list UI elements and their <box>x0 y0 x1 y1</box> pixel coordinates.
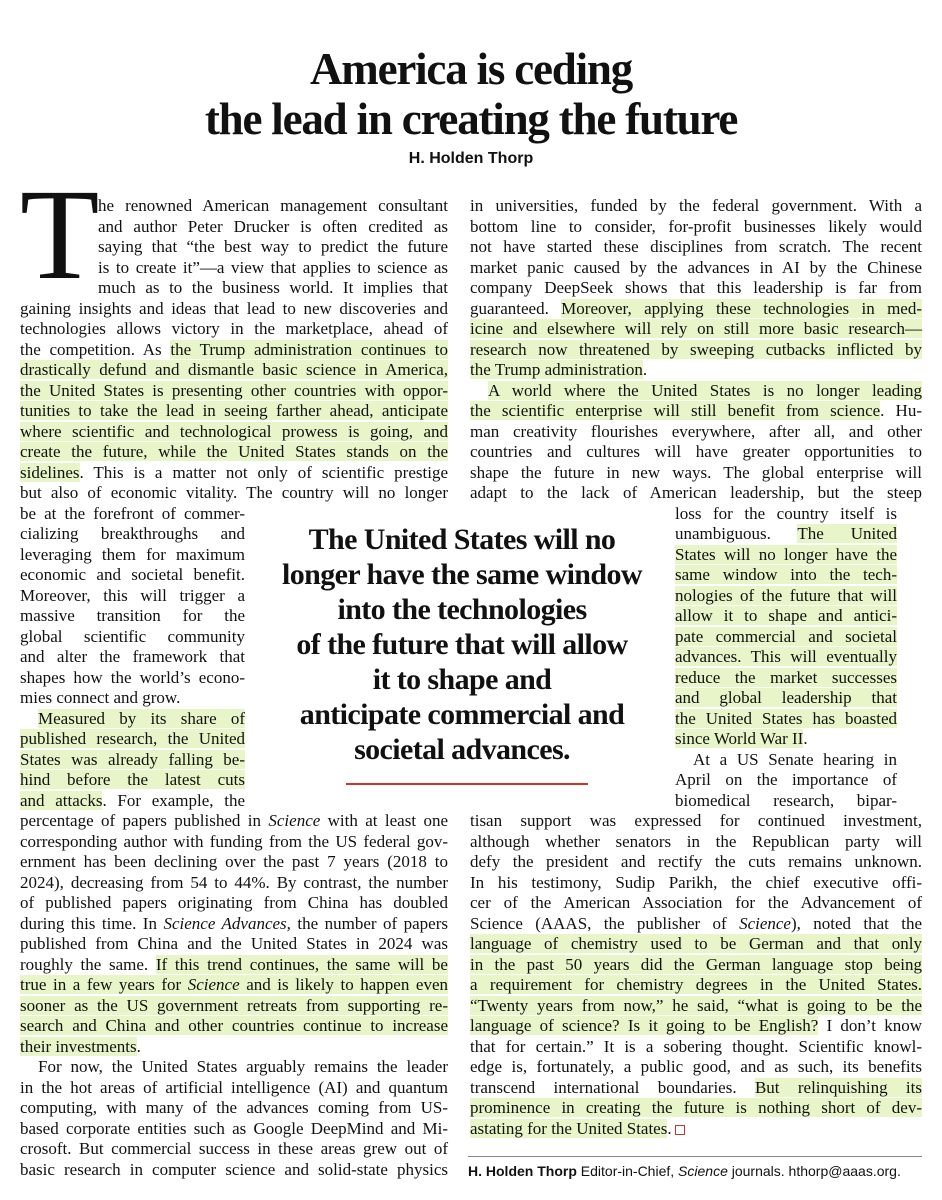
text-line <box>675 627 897 648</box>
highlighted-text: States was already falling be- <box>20 749 245 769</box>
highlighted-text: nologies of the future that will <box>675 585 897 605</box>
text-line: bottom line to consider, for-profit businesses likely would <box>470 216 922 236</box>
text-line: is to create it”—a view that applies to science as <box>98 257 448 277</box>
highlighted-text: language of chemistry used to be German and that only <box>470 934 922 953</box>
text-line: mies connect and grow. <box>20 688 181 707</box>
italic-text: Science <box>739 913 791 933</box>
pull-quote-line: into the technologies <box>337 593 587 626</box>
text-line: countries and cultures will have greater opportunities to <box>470 442 922 461</box>
text-line <box>470 381 922 402</box>
text-line: company DeepSeek shows that this leadership is far from <box>470 278 922 297</box>
text-line: April on the importance of <box>675 770 897 789</box>
highlighted-text: If this trend continues, the same will be <box>155 954 448 974</box>
text-line <box>675 565 897 586</box>
text-line <box>470 975 922 996</box>
text-line <box>675 545 897 566</box>
text-line: crosoft. But commercial success in these areas grew out of <box>20 1139 448 1158</box>
highlighted-text: allow it to shape and antici- <box>675 606 897 625</box>
highlighted-text: drastically defund and dismantle basic science in America, <box>20 360 448 379</box>
highlighted-text: language of science? Is it going to be English? <box>470 1016 819 1035</box>
highlighted-text: prominence in creating the future is nothing short of dev- <box>470 1098 922 1117</box>
text-line: massive transition for the <box>20 606 245 625</box>
highlighted-text: same window into the tech- <box>675 565 897 584</box>
text-line <box>470 340 922 361</box>
italic-text: Science Advances, <box>163 913 291 933</box>
text-line: leveraging them for maximum <box>20 544 245 564</box>
italic-text: Science <box>268 811 321 830</box>
text-line <box>675 709 897 730</box>
text-line: but also of economic vitality. The country will no longer <box>20 483 448 502</box>
highlighted-text: the Trump administration continues to <box>170 339 449 359</box>
text-line <box>675 647 897 668</box>
highlighted-text: and attacks <box>20 790 103 810</box>
text-line <box>470 934 922 955</box>
text-line: For now, the United States arguably remains the leader <box>38 1057 448 1076</box>
text-line: cer of the American Association for the Advancement of <box>470 893 922 912</box>
highlighted-text: the Trump administration <box>470 360 643 379</box>
highlighted-text: reduce the market successes <box>675 667 897 687</box>
pull-quote-line: of the future that will allow <box>296 628 628 661</box>
text-line: In his testimony, Sudip Parikh, the chief executive offi- <box>470 872 922 892</box>
text-line: corresponding author with funding from the US federal gov- <box>20 831 448 851</box>
pull-quote-line: societal advances. <box>354 733 570 766</box>
text-line <box>675 586 897 607</box>
highlighted-text: advances. This will eventually <box>675 647 897 666</box>
text-line: shapes how the world’s econo- <box>20 667 245 687</box>
highlighted-text: a requirement for chemistry degrees in the United States. <box>470 975 922 994</box>
text-line: not have started these disciplines from scratch. The recent <box>470 237 922 256</box>
text-line: computing, with many of the advances coming from US- <box>20 1098 448 1117</box>
footer-divider <box>468 1156 922 1157</box>
text-line: cializing breakthroughs and <box>20 524 245 543</box>
text-line: shape the future in new ways. The global enterprise will <box>470 462 922 482</box>
text-line: roughly the same. If this trend continues, the same will be <box>20 954 448 974</box>
text-line: basic research in computer science and solid-state physics <box>20 1159 448 1179</box>
highlighted-text: The United <box>797 524 897 543</box>
text-line: the competition. As the Trump administration continues to <box>20 339 449 359</box>
text-line: that for certain.” It is a sobering thought. Scientific knowl- <box>470 1036 922 1056</box>
pull-quote <box>262 522 662 767</box>
text-line: economic and societal benefit. <box>20 565 245 584</box>
highlighted-text: the United States has boasted <box>675 708 897 728</box>
highlighted-text: “Twenty years from now,” he said, “what is going to be the <box>470 995 922 1015</box>
drop-cap: T <box>20 163 100 307</box>
text-line: technologies allows victory in the marketplace, ahead of <box>20 319 448 338</box>
highlighted-text: Moreover, applying these technologies in med- <box>561 298 922 318</box>
text-line: Moreover, this will trigger a <box>20 585 245 605</box>
highlighted-text: true in a few years for Science and is likely to happen even <box>20 975 448 994</box>
text-line: transcend international boundaries. But relinquishing its <box>470 1077 922 1097</box>
text-line: be at the forefront of commer- <box>20 503 245 523</box>
title-line: the lead in creating the future <box>204 94 738 144</box>
highlighted-text: But relinquishing its <box>754 1077 922 1097</box>
text-line: much as to the business world. It implies that <box>98 278 448 297</box>
text-line: language of science? Is it going to be English? I don’t know <box>470 1016 922 1035</box>
author-byline: H. Holden Thorp <box>408 150 534 167</box>
highlighted-text: and global leadership that <box>675 688 897 707</box>
italic-text: Science <box>187 975 240 994</box>
highlighted-text: sidelines <box>20 462 80 482</box>
end-of-article-mark <box>675 1125 685 1135</box>
highlighted-text: the United States is presenting other countries with oppor- <box>20 380 448 400</box>
highlighted-text: tunities to take the lead in seeing farther ahead, anticipate <box>20 401 448 420</box>
highlighted-text: pate commercial and societal <box>675 626 897 646</box>
highlighted-text: A world where the United States is no longer leading <box>488 380 922 400</box>
footer-role: Editor-in-Chief, <box>576 1163 679 1179</box>
text-line: global scientific community <box>20 626 245 646</box>
text-line: sidelines. This is a matter not only of scientific prestige <box>20 462 448 482</box>
footer-journal: Science <box>678 1163 728 1179</box>
text-line: market panic caused by the advances in AI by the Chinese <box>470 257 922 277</box>
text-line: the Trump administration. <box>470 360 648 379</box>
text-line: during this time. In Science Advances, the number of papers <box>20 913 449 933</box>
text-line <box>675 688 897 709</box>
text-line: published from China and the United States in 2024 was <box>20 934 448 953</box>
text-line: defy the president and rectify the cuts remains unknown. <box>470 852 922 871</box>
pull-quote-line: longer have the same window <box>282 558 642 591</box>
text-line: in universities, funded by the federal government. With a <box>470 196 922 215</box>
text-line: their investments. <box>20 1036 141 1056</box>
pull-quote-rule <box>346 783 588 785</box>
text-line: and attacks. For example, the <box>20 790 246 810</box>
highlighted-text: since World War II <box>675 729 804 748</box>
text-line <box>675 606 897 627</box>
text-line: Science (AAAS, the publisher of Science), noted that the <box>470 913 922 933</box>
highlighted-text: research now threatened by sweeping cutbacks inflicted by <box>470 339 922 359</box>
text-line: ernment has been declining over the past 7 years (2018 to <box>20 852 448 871</box>
text-line: although whether senators in the Republican party will <box>470 831 922 851</box>
highlighted-text: where scientific and technological prowess is going, and <box>20 421 448 441</box>
text-line: the scientific enterprise will still benefit from science. Hu- <box>470 401 922 420</box>
highlighted-text: Measured by its share of <box>38 708 245 728</box>
pull-quote-line: The United States will no <box>308 523 616 556</box>
pull-quote-line: it to shape and <box>372 663 552 696</box>
title-line: America is ceding <box>309 44 633 94</box>
highlighted-text: icine and elsewhere will rely on still more basic research— <box>470 319 922 338</box>
text-line <box>470 1098 922 1119</box>
highlighted-text: hind before the latest cuts <box>20 770 245 789</box>
text-line: unambiguous. The United <box>675 524 897 543</box>
text-line <box>675 668 897 689</box>
highlighted-text: sooner as the US government retreats from supporting re- <box>20 995 448 1015</box>
text-line <box>470 955 922 976</box>
text-line: saying that “the best way to predict the future <box>98 237 448 256</box>
text-line: and author Peter Drucker is often credited as <box>98 216 448 236</box>
text-line <box>470 996 922 1017</box>
highlighted-text: their investments <box>20 1036 137 1056</box>
text-line: tisan support was expressed for continued investment, <box>470 811 922 830</box>
footer-author-name: H. Holden Thorp <box>468 1163 577 1179</box>
highlighted-text: astating for the United States <box>470 1118 668 1138</box>
text-line <box>470 319 922 340</box>
text-line: and alter the framework that <box>20 647 245 666</box>
author-footer <box>468 1163 922 1179</box>
highlighted-text: create the future, while the United States stands on the <box>20 442 448 461</box>
text-line: guaranteed. Moreover, applying these technologies in med- <box>470 298 922 318</box>
text-line: of published papers originating from China has doubled <box>20 893 448 912</box>
text-line: man creativity flourishes everywhere, after all, and other <box>470 421 922 441</box>
highlighted-text: States will no longer have the <box>675 544 897 564</box>
pull-quote-line: anticipate commercial and <box>299 698 625 731</box>
text-line: in the hot areas of artificial intelligence (AI) and quantum <box>20 1077 448 1097</box>
text-line: biomedical research, bipar- <box>675 790 897 810</box>
text-line: based corporate entities such as Google DeepMind and Mi- <box>20 1118 448 1138</box>
text-line: adapt to the lack of American leadership, but the steep <box>470 483 922 502</box>
text-line: 2024), decreasing from 54 to 44%. By contrast, the number <box>20 872 448 892</box>
highlighted-text: in the past 50 years did the German language stop being <box>470 954 922 974</box>
article-title <box>0 44 942 144</box>
text-line: he renowned American management consultant <box>98 196 448 215</box>
text-line: gaining insights and ideas that lead to new discoveries and <box>20 298 448 318</box>
text-line: since World War II. <box>675 729 808 748</box>
footer-contact: journals. hthorp@aaas.org. <box>727 1163 901 1179</box>
highlighted-text: published research, the United <box>20 729 245 748</box>
text-line: edge is, fortunately, a public good, and as such, its benefits <box>470 1057 922 1076</box>
text-line: loss for the country itself is <box>675 503 897 523</box>
highlighted-text: the scientific enterprise will still benefit from science <box>470 401 881 420</box>
highlighted-text: search and China and other countries continue to increase <box>20 1016 448 1035</box>
text-line: astating for the United States. <box>470 1119 922 1140</box>
text-line: percentage of papers published in Science with at least one <box>20 811 448 830</box>
text-line: At a US Senate hearing in <box>693 749 897 769</box>
